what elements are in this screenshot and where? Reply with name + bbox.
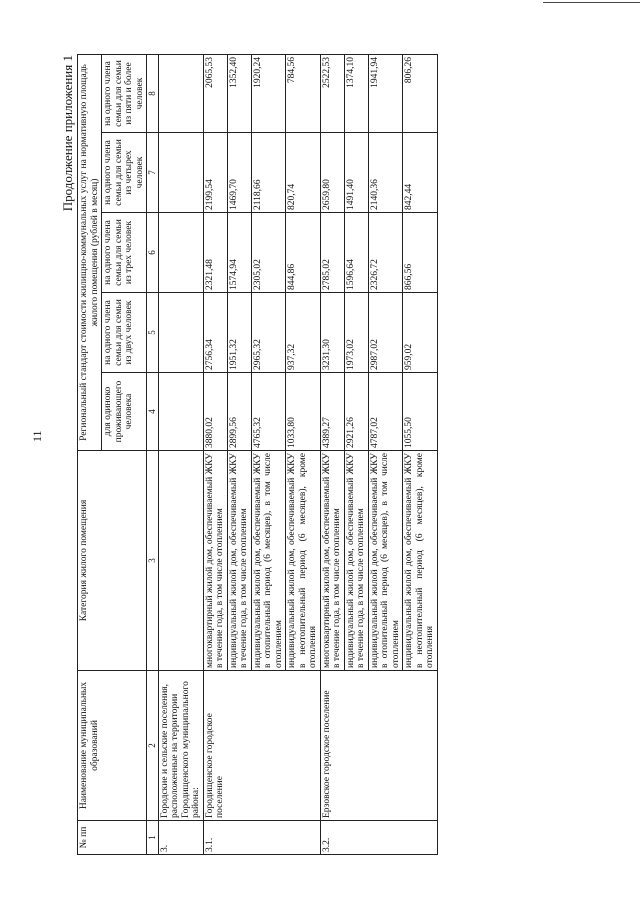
value-cell: 2118,66 bbox=[251, 133, 286, 213]
page-number: 11 bbox=[30, 430, 44, 442]
header-name: Наименование муниципальных образований bbox=[78, 671, 147, 821]
header-fam5: на одного члена семьи для семьи из пяти и более человек bbox=[102, 54, 147, 132]
header-standard: Региональный стандарт стоимости жилищно-коммунальных услуг на нормативную площадь жилого помещения (рублей в месяц) bbox=[78, 54, 102, 450]
col-num: 4 bbox=[147, 373, 159, 451]
col-num: 6 bbox=[147, 213, 159, 293]
header-no: № пп bbox=[78, 821, 147, 855]
category-cell: индивидуальный жилой дом, обеспечиваемый ЖКУ в течение года, в том числе отоплением bbox=[344, 451, 368, 671]
continuation-title: Продолжение приложения 1 bbox=[60, 55, 75, 212]
header-fam3: на одного члена семьи для семьи из трех человек bbox=[102, 213, 147, 293]
value-cell: 784,56 bbox=[286, 54, 321, 132]
settlement-no: 3.1. bbox=[203, 821, 320, 855]
value-cell: 1469,70 bbox=[227, 133, 251, 213]
value-cell: 1491,40 bbox=[344, 133, 368, 213]
category-cell: индивидуальный жилой дом, обеспечиваемый ЖКУ в неотопительный период (6 месяцев), кроме отопления bbox=[403, 451, 438, 671]
rotated-page bbox=[60, 55, 630, 855]
value-cell: 2756,34 bbox=[203, 293, 227, 373]
header-fam2: на одного члена семьи для семьи из двух человек bbox=[102, 293, 147, 373]
value-cell: 1574,94 bbox=[227, 213, 251, 293]
header-fam4: на одного члена семьи для семьи из четырех человек bbox=[102, 133, 147, 213]
value-cell: 2785,02 bbox=[320, 213, 344, 293]
category-cell: многоквартирный жилой дом, обеспечиваемый ЖКУ в течение года, в том числе отоплением bbox=[320, 451, 344, 671]
section-no: 3. bbox=[158, 821, 203, 855]
header-single: для одиноко проживающего человека bbox=[102, 373, 147, 451]
category-cell: индивидуальный жилой дом, обеспечиваемый ЖКУ в течение года, в том числе отоплением bbox=[227, 451, 251, 671]
value-cell: 1596,64 bbox=[344, 213, 368, 293]
value-cell: 2987,02 bbox=[368, 293, 403, 373]
settlement-name: Городищенское городское поселение bbox=[203, 671, 320, 821]
section-name: Городские и сельские поселения, расположенные на территории Городищенского муниципального района: bbox=[158, 671, 203, 821]
value-cell: 2065,53 bbox=[203, 54, 227, 132]
value-cell: 3880,02 bbox=[203, 373, 227, 451]
col-num: 2 bbox=[147, 671, 159, 821]
value-cell: 1352,40 bbox=[227, 54, 251, 132]
standard-table bbox=[77, 54, 438, 855]
value-cell: 1920,24 bbox=[251, 54, 286, 132]
value-cell: 1033,80 bbox=[286, 373, 321, 451]
col-num: 8 bbox=[147, 54, 159, 132]
value-cell: 1973,02 bbox=[344, 293, 368, 373]
category-cell: индивидуальный жилой дом, обеспечиваемый ЖКУ в неотопительный период (6 месяцев), кроме отопления bbox=[286, 451, 321, 671]
value-cell: 2522,53 bbox=[320, 54, 344, 132]
value-cell: 959,02 bbox=[403, 293, 438, 373]
category-cell: индивидуальный жилой дом, обеспечиваемый ЖКУ в отопительный период (6 месяцев), в том числе отоплением bbox=[251, 451, 286, 671]
value-cell: 2965,32 bbox=[251, 293, 286, 373]
value-cell: 4765,32 bbox=[251, 373, 286, 451]
table-row bbox=[203, 54, 227, 854]
header-numbers-row bbox=[147, 54, 159, 854]
value-cell: 2305,02 bbox=[251, 213, 286, 293]
value-cell: 2140,36 bbox=[368, 133, 403, 213]
col-num: 1 bbox=[147, 821, 159, 855]
col-num: 7 bbox=[147, 133, 159, 213]
section-row bbox=[158, 54, 203, 854]
value-cell: 2199,54 bbox=[203, 133, 227, 213]
value-cell: 1055,50 bbox=[403, 373, 438, 451]
value-cell: 844,86 bbox=[286, 213, 321, 293]
value-cell: 1374,10 bbox=[344, 54, 368, 132]
value-cell: 4389,27 bbox=[320, 373, 344, 451]
category-cell: индивидуальный жилой дом, обеспечиваемый ЖКУ в отопительный период (6 месяцев), в том числе отоплением bbox=[368, 451, 403, 671]
value-cell: 842,44 bbox=[403, 133, 438, 213]
settlement-no: 3.2. bbox=[320, 821, 437, 855]
value-cell: 2321,48 bbox=[203, 213, 227, 293]
value-cell: 866,56 bbox=[403, 213, 438, 293]
value-cell: 2659,80 bbox=[320, 133, 344, 213]
value-cell: 2899,56 bbox=[227, 373, 251, 451]
top-rule bbox=[543, 2, 640, 3]
category-cell: многоквартирный жилой дом, обеспечиваемый ЖКУ в течение года, в том числе отоплением bbox=[203, 451, 227, 671]
header-category: Категория жилого помещения bbox=[78, 451, 147, 671]
value-cell: 3231,30 bbox=[320, 293, 344, 373]
value-cell: 2921,26 bbox=[344, 373, 368, 451]
value-cell: 1941,94 bbox=[368, 54, 403, 132]
value-cell: 937,32 bbox=[286, 293, 321, 373]
value-cell: 2326,72 bbox=[368, 213, 403, 293]
value-cell: 1951,32 bbox=[227, 293, 251, 373]
col-num: 5 bbox=[147, 293, 159, 373]
table-row bbox=[320, 54, 344, 854]
value-cell: 806,26 bbox=[403, 54, 438, 132]
value-cell: 820,74 bbox=[286, 133, 321, 213]
value-cell: 4787,02 bbox=[368, 373, 403, 451]
col-num: 3 bbox=[147, 451, 159, 671]
settlement-name: Ерзовское городское поселение bbox=[320, 671, 437, 821]
